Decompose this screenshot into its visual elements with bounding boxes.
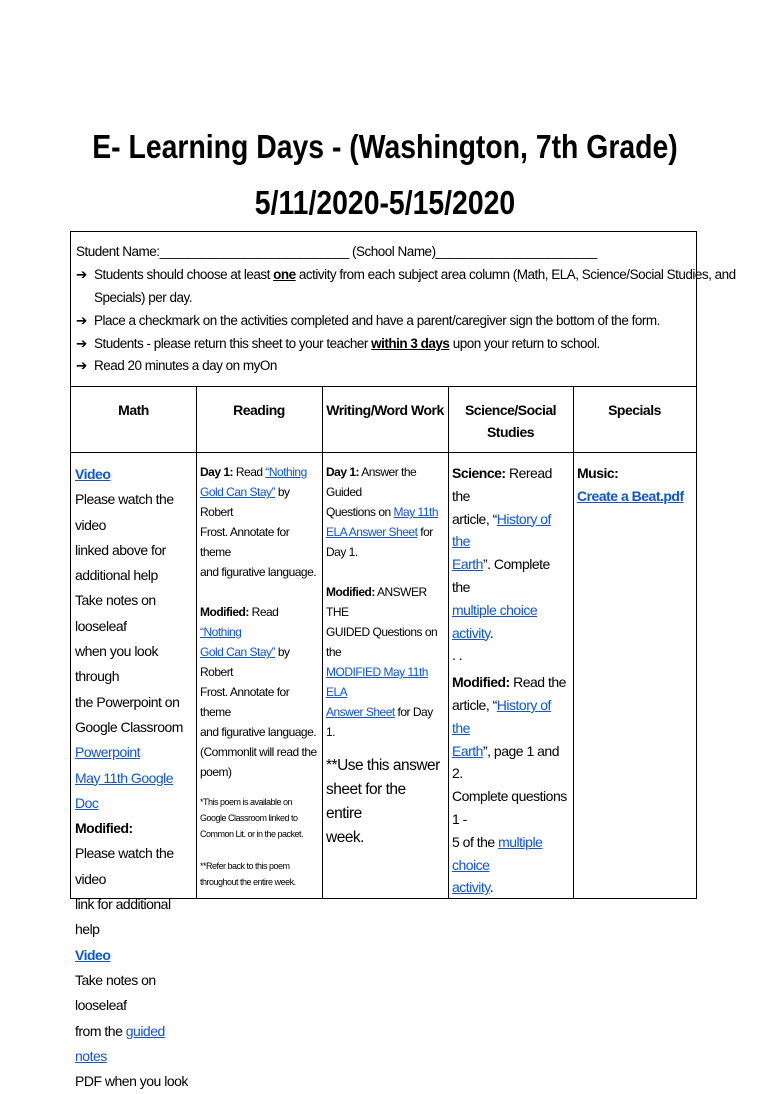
create-a-beat-link[interactable]: Create a Beat.pdf xyxy=(577,487,684,504)
modified-answer-sheet-link[interactable]: MODIFIED May 11th ELA xyxy=(326,665,428,699)
history-of-earth-link[interactable]: Earth xyxy=(452,556,483,573)
column-header-specials: Specials xyxy=(573,387,696,453)
writing-cell: Day 1: Answer the Guided Questions on May 11th ELA Answer Sheet for Day 1. Modified: ANSWER THE GUIDED Questions on the MODIFIED May 11th ELA Answer Sheet for Day 1. **Use this answer sheet for the entire week. xyxy=(326,465,440,846)
instruction-4: ➔ Read 20 minutes a day on myOn xyxy=(76,358,277,373)
history-of-earth-link-modified[interactable]: Earth xyxy=(452,742,483,759)
answer-sheet-link[interactable]: May 11th xyxy=(393,505,439,519)
multiple-choice-link-modified[interactable]: multiple choice xyxy=(452,833,543,873)
math-video-link-2[interactable]: Video xyxy=(75,946,111,963)
student-name-line xyxy=(76,244,597,259)
powerpoint-link[interactable]: Powerpoint xyxy=(75,744,141,761)
column-header-reading: Reading xyxy=(196,387,322,453)
answer-sheet-link[interactable]: ELA Answer Sheet xyxy=(326,525,418,539)
modified-answer-sheet-link[interactable]: Answer Sheet xyxy=(326,705,395,719)
multiple-choice-link[interactable]: multiple choice activity xyxy=(452,601,538,641)
math-cell: Video Please watch the video linked above for additional help Take notes on looseleaf when you look through the Powerpoint on Google Classroom Powerpoint May 11th Google Doc Modified: Please watch the video link for additional help Video Take notes on looseleaf from the guided notes PDF when you look xyxy=(75,466,188,1090)
google-doc-link[interactable]: May 11th Google Doc xyxy=(75,769,174,811)
column-header-math: Math xyxy=(71,387,196,453)
poem-link[interactable]: Gold Can Stay” xyxy=(200,485,276,499)
instruction-1: ➔ Students should choose at least one activity from each subject area column (Math, ELA, Science/Social Studies, and xyxy=(76,267,736,282)
instructions-header xyxy=(71,232,736,387)
multiple-choice-link-modified[interactable]: activity xyxy=(452,879,490,896)
poem-link[interactable]: “Nothing xyxy=(265,465,307,479)
instruction-3: ➔ Students - please return this sheet to your teacher within 3 days upon your return to school. xyxy=(76,336,600,351)
reading-cell: Day 1: Read “Nothing Gold Can Stay” by Robert Frost. Annotate for theme and figurative language. Modified: Read “Nothing Gold Can Stay” by Robert Frost. Annotate for theme and figurative language. (Commonlit will read the poem) *This poem is available on Google Classroom linked to Common Lit. or in the packet. **Refer back to this poem throughout the entire week. xyxy=(200,465,317,887)
guided-notes-link[interactable]: guided notes xyxy=(75,1022,165,1064)
column-header-writing: Writing/Word Work xyxy=(322,387,448,453)
science-cell: Science: Reread the article, “History of the Earth”. Complete the multiple choice activity. . . Modified: Read the article, “History of the Earth”, page 1 and 2. Complete questions 1 - 5 of the multiple choice activity. xyxy=(452,465,567,896)
student-name-label: Student Name: xyxy=(76,244,160,259)
instruction-2: ➔ Place a checkmark on the activities completed and have a parent/caregiver sign the bottom of the form. xyxy=(76,313,660,328)
specials-cell: Music: Create a Beat.pdf xyxy=(577,465,684,504)
date-range: 5/11/2020-5/15/2020 xyxy=(254,184,516,221)
poem-link-modified[interactable]: Gold Can Stay” xyxy=(200,645,276,659)
instruction-1-cont: Specials) per day. xyxy=(94,290,193,305)
history-of-earth-link-modified[interactable]: History of the xyxy=(452,696,551,736)
arrow-icon: ➔ xyxy=(76,358,87,373)
school-name-blank[interactable]: _______________________ xyxy=(435,244,597,259)
history-of-earth-link[interactable]: History of the xyxy=(452,510,551,550)
student-name-blank[interactable]: ___________________________ xyxy=(159,244,349,259)
math-video-link[interactable]: Video xyxy=(75,466,111,482)
activity-table xyxy=(70,231,736,1090)
page-title: E- Learning Days - (Washington, 7th Grade) xyxy=(92,128,678,165)
poem-link-modified[interactable]: “Nothing xyxy=(200,625,242,639)
arrow-icon: ➔ xyxy=(76,336,87,351)
arrow-icon: ➔ xyxy=(76,267,87,282)
column-header-science: Science/Social Studies xyxy=(448,387,573,453)
school-name-label: (School Name) xyxy=(348,244,436,259)
arrow-icon: ➔ xyxy=(76,313,87,328)
